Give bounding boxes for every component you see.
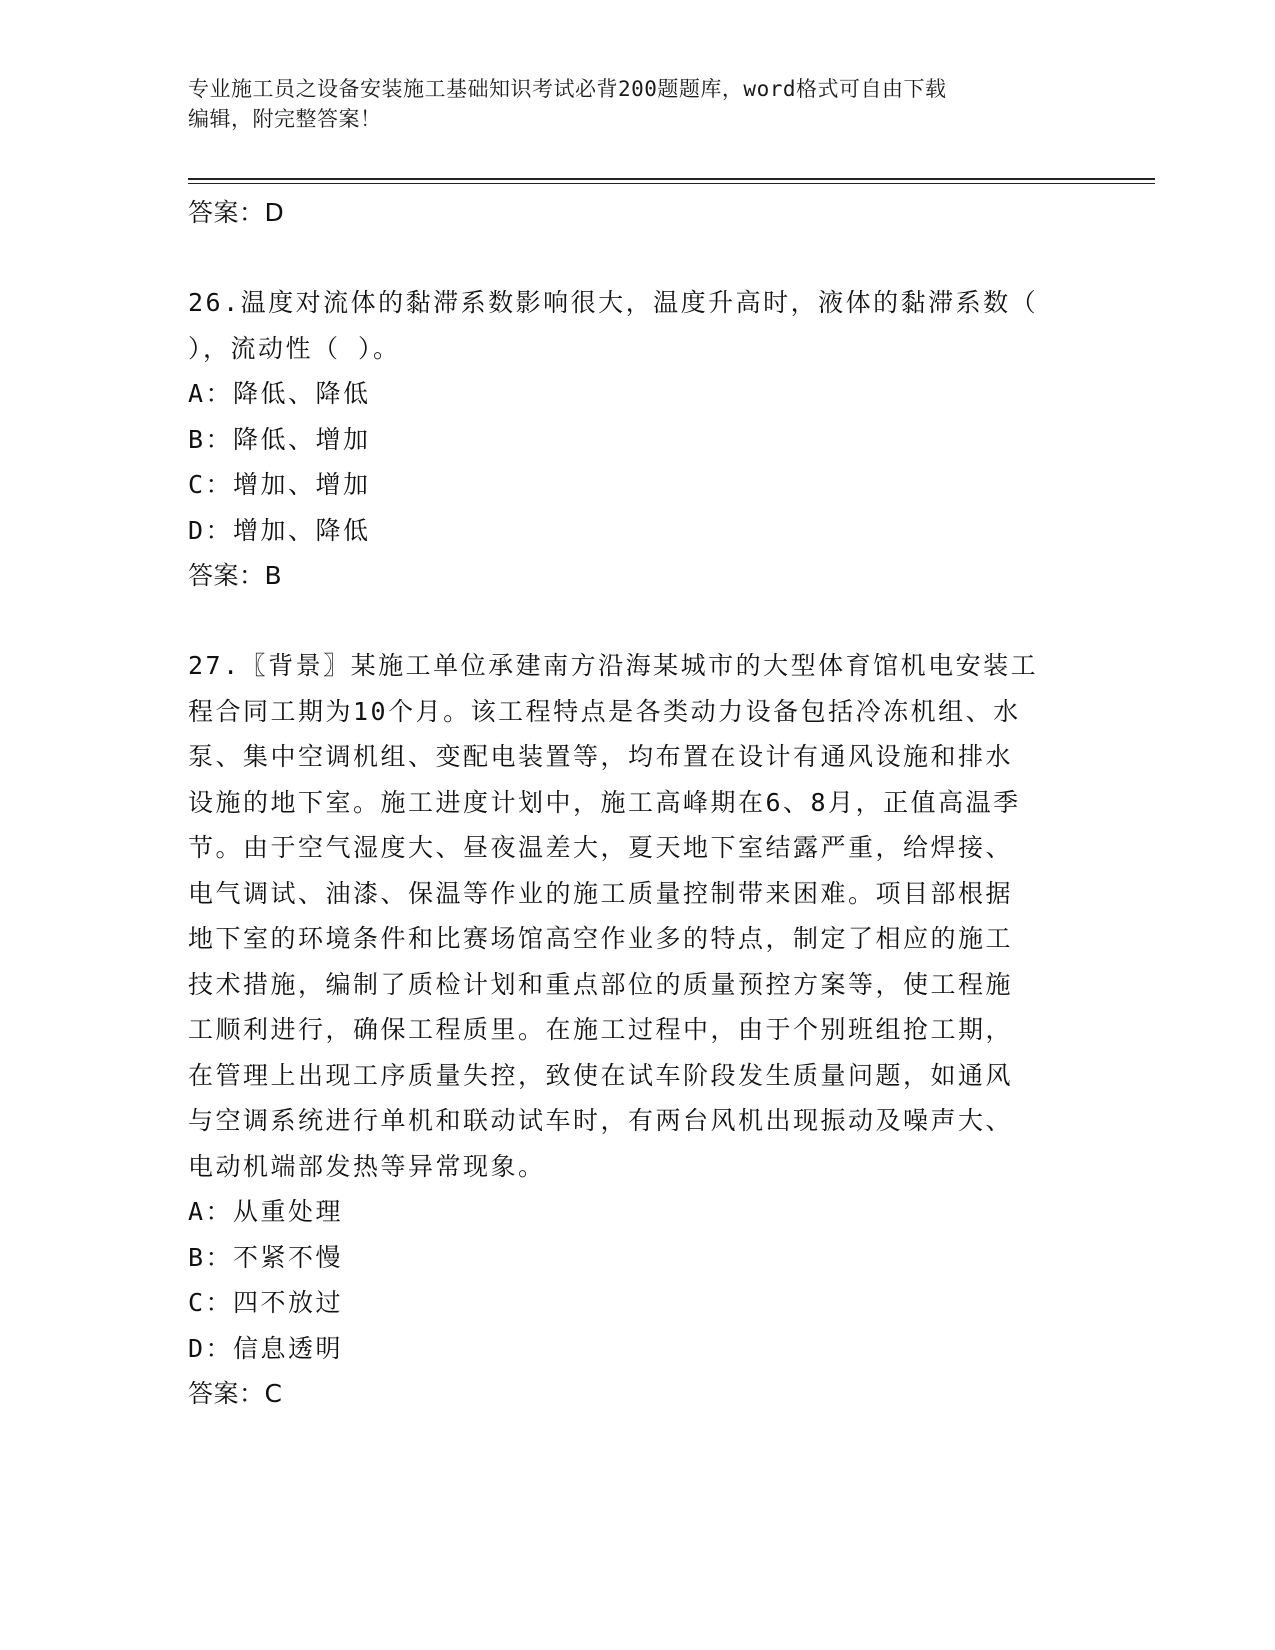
- question-27: [188, 643, 1088, 1417]
- question-27-text-line: 节。由于空气湿度大、昼夜温差大，夏天地下室结露严重，给焊接、: [188, 833, 1014, 862]
- question-27-text-line: 工顺利进行，确保工程质里。在施工过程中，由于个别班组抢工期，: [188, 1015, 1014, 1044]
- question-26-text-line-1: 26.温度对流体的黏滞系数影响很大，温度升高时，液体的黏滞系数（: [188, 288, 1039, 317]
- spacer: [188, 236, 1088, 280]
- question-27-option-b: B：不紧不慢: [188, 1242, 344, 1272]
- question-27-option-c: C：四不放过: [188, 1288, 344, 1317]
- header-line-2: 编辑，附完整答案！: [188, 107, 382, 131]
- previous-answer: 答案：D: [188, 198, 285, 227]
- question-27-option-d: D：信息透明: [188, 1333, 344, 1363]
- question-27-text-line: 电动机端部发热等异常现象。: [188, 1151, 546, 1181]
- question-27-text-line: 27.〖背景〗某施工单位承建南方沿海某城市的大型体育馆机电安装工: [188, 651, 1039, 680]
- question-26-option-b: B：降低、增加: [188, 424, 371, 454]
- question-27-text-line: 地下室的环境条件和比赛场馆高空作业多的特点，制定了相应的施工: [188, 924, 1014, 953]
- question-26-option-d: D：增加、降低: [188, 515, 371, 545]
- question-27-answer: 答案：C: [188, 1379, 283, 1408]
- question-26-answer: 答案：B: [188, 561, 283, 590]
- header-divider-thick: [188, 178, 1155, 180]
- question-27-text-line: 与空调系统进行单机和联动试车时，有两台风机出现振动及噪声大、: [188, 1106, 1014, 1135]
- question-27-text-line: 程合同工期为10个月。该工程特点是各类动力设备包括冷冻机组、水: [188, 696, 1021, 726]
- header-line-1: 专业施工员之设备安装施工基础知识考试必背200题题库，word格式可自由下载: [188, 77, 947, 101]
- question-27-text-line: 设施的地下室。施工进度计划中，施工高峰期在6、8月，正值高温季: [188, 787, 1021, 817]
- question-26-text-line-2: ），流动性（ ）。: [188, 333, 401, 363]
- question-26: [188, 280, 1088, 599]
- question-27-text-line: 泵、集中空调机组、变配电装置等，均布置在设计有通风设施和排水: [188, 742, 1014, 771]
- question-27-text-line: 技术措施，编制了质检计划和重点部位的质量预控方案等，使工程施: [188, 969, 1014, 999]
- question-27-text-line: 电气调试、油漆、保温等作业的施工质量控制带来困难。项目部根据: [188, 878, 1014, 908]
- question-26-option-c: C：增加、增加: [188, 470, 371, 499]
- spacer: [188, 599, 1088, 643]
- question-26-option-a: A：降低、降低: [188, 379, 371, 408]
- question-27-option-a: A：从重处理: [188, 1197, 344, 1226]
- page-header: [188, 74, 1088, 134]
- question-27-text-line: 在管理上出现工序质量失控，致使在试车阶段发生质量问题，如通风: [188, 1060, 1014, 1090]
- page-content: [188, 190, 1088, 1417]
- header-divider-thin: [188, 183, 1155, 184]
